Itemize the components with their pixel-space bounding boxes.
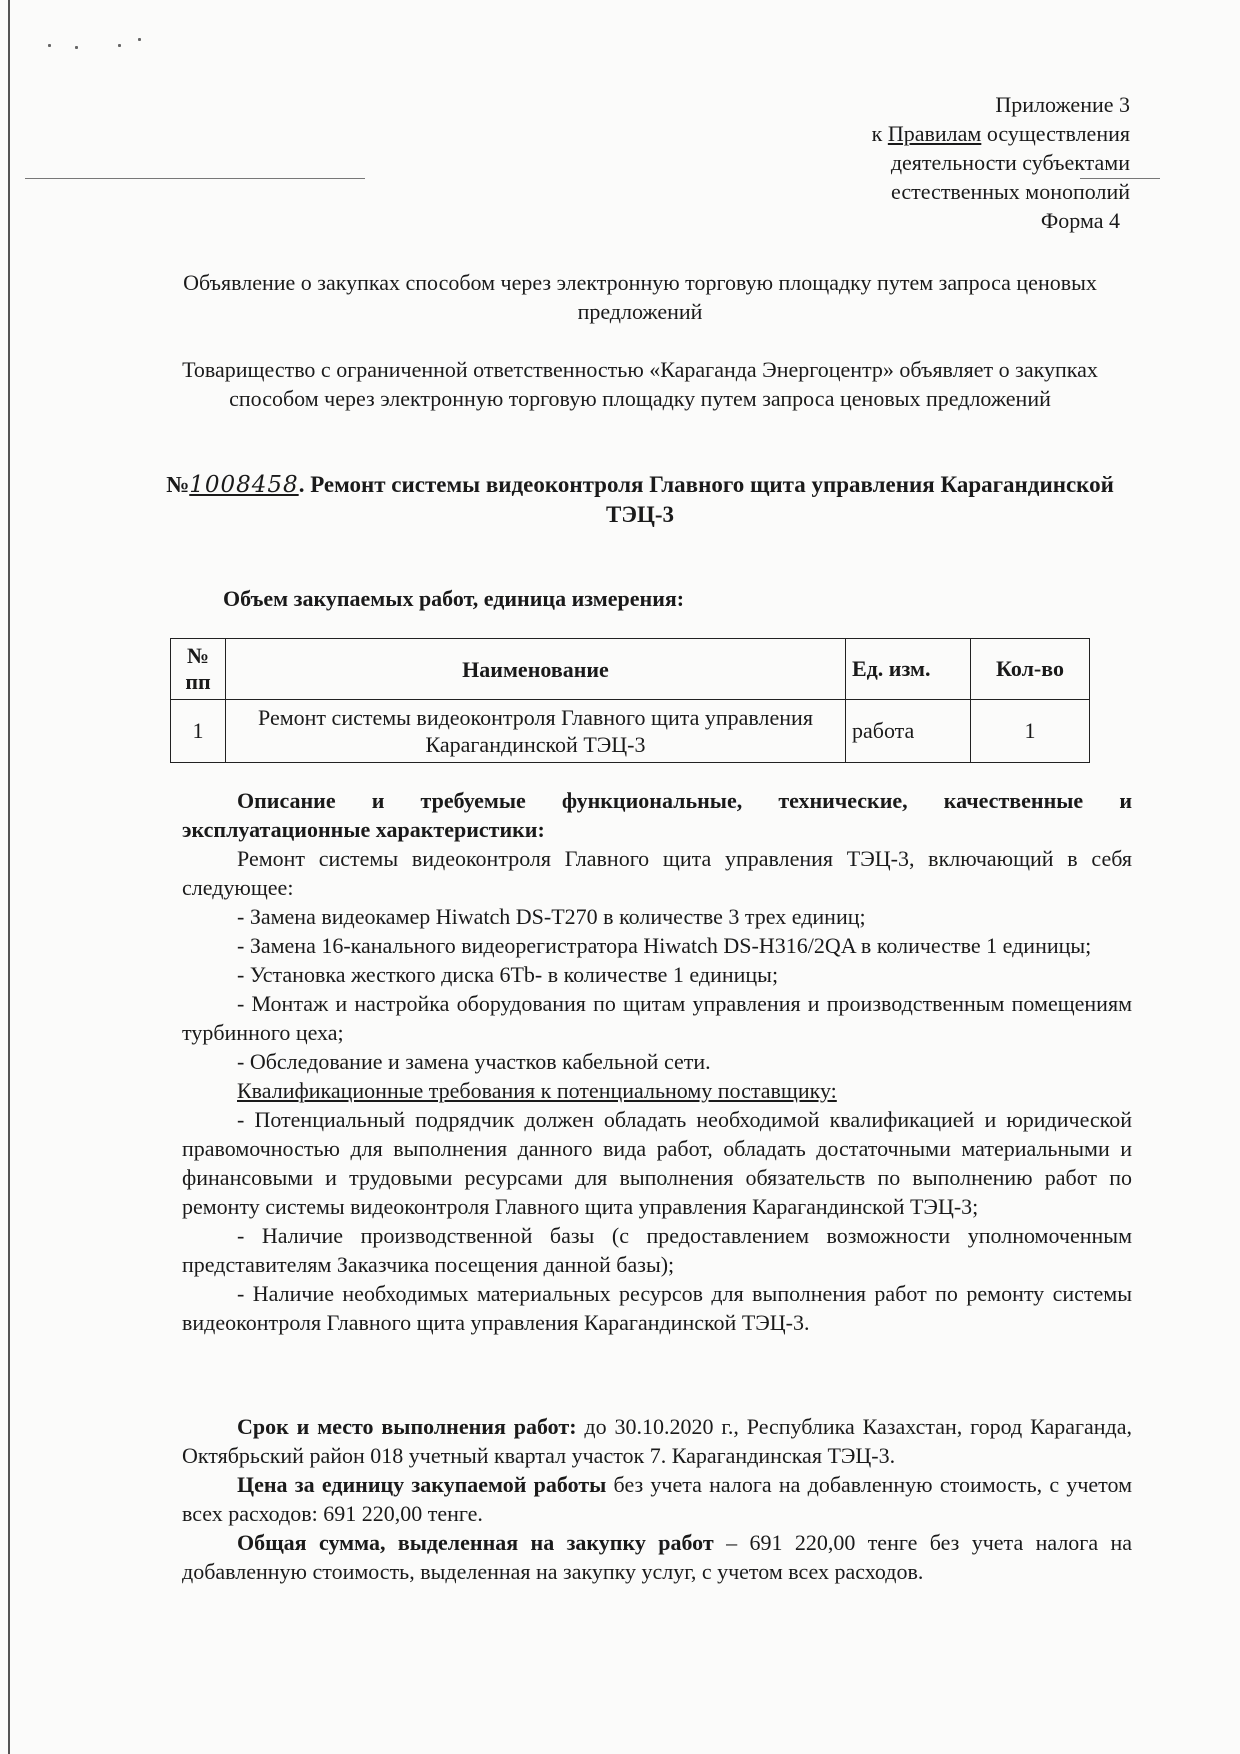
total-amount-label: Общая сумма, выделенная на закупку работ <box>237 1530 714 1555</box>
lot-number-handwritten: 1008458 <box>189 472 299 498</box>
company-announcement: Товарищество с ограниченной ответственностью «Караганда Энергоцентр» объявляет о закупках способом через электронную торговую площадку путем запроса ценовых предложений <box>182 357 1098 411</box>
qualification-item: - Наличие необходимых материальных ресурсов для выполнения работ по ремонту системы видеоконтроля Главного щита управления Карагандинской ТЭЦ-3. <box>182 1281 1132 1335</box>
appendix-line-4: естественных монополий <box>891 179 1130 204</box>
description-item: - Установка жесткого диска 6Tb- в количестве 1 единицы; <box>237 962 779 987</box>
appendix-line-3: деятельности субъектами <box>890 150 1130 175</box>
deadline-text: до 30.10.2020 г., Республика Казахстан, город Караганда, Октябрьский район 018 учетный квартал участок 7. Карагандинская ТЭЦ-3. <box>182 1414 1132 1468</box>
header-quantity: Кол-во <box>971 639 1090 700</box>
appendix-line-1: Приложение 3 <box>995 92 1130 117</box>
lot-title <box>150 470 1130 530</box>
form-number: Форма 4 <box>1040 208 1120 233</box>
appendix-line-2 <box>872 119 1130 148</box>
cell-quantity: 1 <box>971 700 1090 763</box>
appendix-line-2-prefix: к <box>871 121 888 146</box>
lot-number-prefix: № <box>166 472 190 497</box>
scan-artifact-dot <box>48 44 51 47</box>
terms-section <box>182 1412 1132 1586</box>
description-item: - Замена видеокамер Hiwatch DS-T270 в количестве 3 трех единиц; <box>237 904 866 929</box>
description-item: - Монтаж и настройка оборудования по щитам управления и производственным помещениям турбинного цеха; <box>182 991 1132 1045</box>
header-name: Наименование <box>226 639 846 700</box>
lot-title-text: . Ремонт системы видеоконтроля Главного щита управления Карагандинской ТЭЦ-3 <box>298 472 1114 527</box>
announcement-title: Объявление о закупках способом через электронную торговую площадку путем запроса ценовых предложений <box>183 270 1097 324</box>
appendix-header <box>872 90 1130 235</box>
cell-name: Ремонт системы видеоконтроля Главного щита управления Карагандинской ТЭЦ-3 <box>226 700 846 763</box>
unit-price-text: без учета налога на добавленную стоимость, с учетом всех расходов: 691 220,00 тенге. <box>182 1472 1132 1526</box>
deadline-paragraph <box>182 1412 1132 1470</box>
rules-link: Правилам <box>887 121 982 146</box>
qualification-item: - Потенциальный подрядчик должен обладать необходимой квалификацией и юридической правомочностью для выполнения данного вида работ, обладать достаточными материальными и финансовыми и трудовыми ресурсами для выполнения обязательств по выполнению работ по ремонту системы видеоконтроля Главного щита управления Карагандинской ТЭЦ-3; <box>182 1107 1132 1219</box>
appendix-line-2-suffix: осуществления <box>981 121 1130 146</box>
deadline-label: Срок и место выполнения работ: <box>237 1414 577 1439</box>
unit-price-paragraph <box>182 1470 1132 1528</box>
works-table <box>170 638 1090 763</box>
scan-artifact-dot <box>138 38 141 41</box>
cell-unit: работа <box>846 700 971 763</box>
total-amount-paragraph <box>182 1528 1132 1586</box>
volume-heading: Объем закупаемых работ, единица измерения: <box>223 586 685 611</box>
description-intro: Ремонт системы видеоконтроля Главного щита управления ТЭЦ-3, включающий в себя следующее: <box>182 846 1132 900</box>
qualification-item: - Наличие производственной базы (с предоставлением возможности уполномоченным представителям Заказчика посещения данной базы); <box>182 1223 1132 1277</box>
scan-artifact-dot <box>118 44 121 47</box>
cell-number: 1 <box>171 700 226 763</box>
description-heading: Описание и требуемые функциональные, технические, качественные и эксплуатационные характеристики: <box>182 788 1132 842</box>
table-header-row <box>171 639 1090 700</box>
scan-artifact-line <box>25 178 365 179</box>
description-item: - Замена 16-канального видеорегистратора Hiwatch DS-H316/2QA в количестве 1 единицы; <box>237 933 1092 958</box>
table-row <box>171 700 1090 763</box>
scan-artifact-dot <box>75 46 78 49</box>
description-item: - Обследование и замена участков кабельной сети. <box>237 1049 711 1074</box>
header-unit: Ед. изм. <box>846 639 971 700</box>
header-number: № пп <box>171 639 226 700</box>
scan-edge-line <box>8 0 10 1754</box>
qualification-heading: Квалификационные требования к потенциальному поставщику: <box>237 1078 837 1103</box>
unit-price-label: Цена за единицу закупаемой работы <box>237 1472 607 1497</box>
description-section <box>182 786 1132 1337</box>
total-amount-text: – 691 220,00 тенге без учета налога на добавленную стоимость, выделенная на закупку услуг, с учетом всех расходов. <box>182 1530 1132 1584</box>
